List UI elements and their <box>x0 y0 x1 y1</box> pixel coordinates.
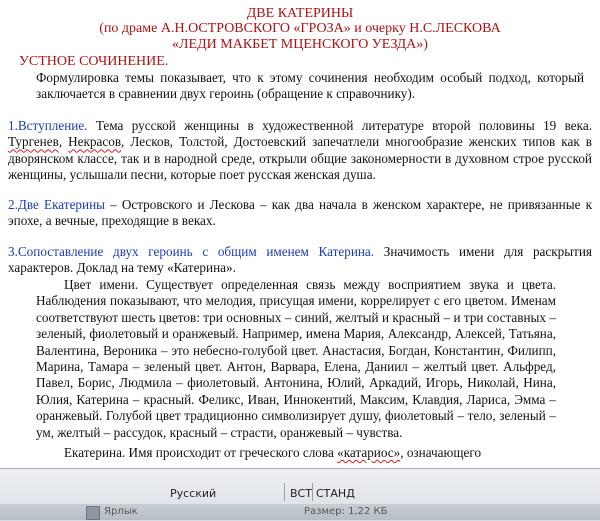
paragraph-heading: 2.Две Екатерины <box>8 197 105 212</box>
paragraph-text: Значимость имени для раскрытия характеров. Доклад на тему «Катерина». <box>8 244 592 276</box>
paragraph-text: – Островского и Лескова – как два начала в женском характере, не привязанные к эпохе, а вечные, преходящие в веках. <box>8 197 592 229</box>
insert-mode-indicator[interactable]: ВСТ <box>290 487 312 500</box>
spellcheck-word: Некрасов <box>68 134 122 150</box>
item-type-label: Ярлык <box>104 506 138 517</box>
paragraph-comparison <box>8 244 592 277</box>
separator-text: , <box>58 134 69 150</box>
paragraph-heading: 1.Вступление. <box>8 118 88 133</box>
paragraph-text: , Лесков, Толстой, Достоевский запечатлели многообразие женских типов как в дворянском классе, так и в народной среде, открыли общие закономерности в духовном строе русской женщины, услышали песни, которые поет русская женская душа. <box>8 134 593 183</box>
paragraph-ekaterina-origin <box>36 445 556 461</box>
taskbar-info <box>0 504 600 520</box>
paragraph-two-ekaterinas <box>8 197 592 230</box>
paragraph-introduction <box>8 118 592 184</box>
spellcheck-word: Тургенев <box>8 134 59 150</box>
edit-mode-indicator[interactable]: СТАНД <box>316 487 355 500</box>
shortcut-file-icon <box>86 506 100 520</box>
paragraph-text: Тема русской женщины в художественной литературе второй половины 19 века. <box>87 118 592 133</box>
document-subtitle-line-2: «ЛЕДИ МАКБЕТ МЦЕНСКОГО УЕЗДА») <box>172 37 428 52</box>
language-indicator[interactable]: Русский <box>170 487 217 500</box>
section-label-oral-essay: УСТНОЕ СОЧИНЕНИЕ. <box>19 54 169 69</box>
paragraph-text: , означающего <box>400 445 482 460</box>
paragraph-heading: 3.Сопоставление двух героинь с общим именем Катерина. <box>8 244 375 259</box>
paragraph-text: Екатерина. Имя происходит от греческого слова <box>64 445 338 460</box>
status-divider <box>284 483 285 501</box>
paragraph-color-of-name: Цвет имени. Существует определенная связь между восприятием звука и цвета. Наблюдения показывают, что мелодия, присущая имени, коррелирует с его цветом. Именам соответствуют шесть цветов: три основных – синий, желтый и красный – и три составных – зеленый, фиолетовый и оранжевый. Например, имена Мария, Александр, Алексей, Татьяна, Валентина, Вероника – это небесно-голубой цвет. Анастасия, Богдан, Константин, Филипп, Марина, Тамара – зеленый цвет. Антон, Варвара, Елена, Даниил – желтый цвет. Альфред, Павел, Борис, Людмила – фиолетовый. Антонина, Юлий, Аркадий, Игорь, Николай, Нина, Юлия, Катерина – красный. Феликс, Иван, Иннокентий, Максим, Клавдия, Лариса, Эмма – оранжевый. Голубой цвет традиционно символизирует душу, фиолетовый – тело, зеленый – ум, желтый – рассудок, красный – страсти, оранжевый – чувства. <box>36 277 556 440</box>
document-subtitle-line: (по драме А.Н.ОСТРОВСКОГО «ГРОЗА» и очерку Н.С.ЛЕСКОВА <box>99 21 501 36</box>
status-divider <box>312 483 313 501</box>
spellcheck-word: «катариос» <box>337 445 401 460</box>
item-size-label: Размер: 1,22 КБ <box>304 506 388 517</box>
intro-paragraph: Формулировка темы показывает, что к этому сочинения необходим особый подход, который заключается в сравнении двух героинь (обращение к справочнику). <box>36 70 584 102</box>
document-title: ДВЕ КАТЕРИНЫ <box>246 6 354 21</box>
